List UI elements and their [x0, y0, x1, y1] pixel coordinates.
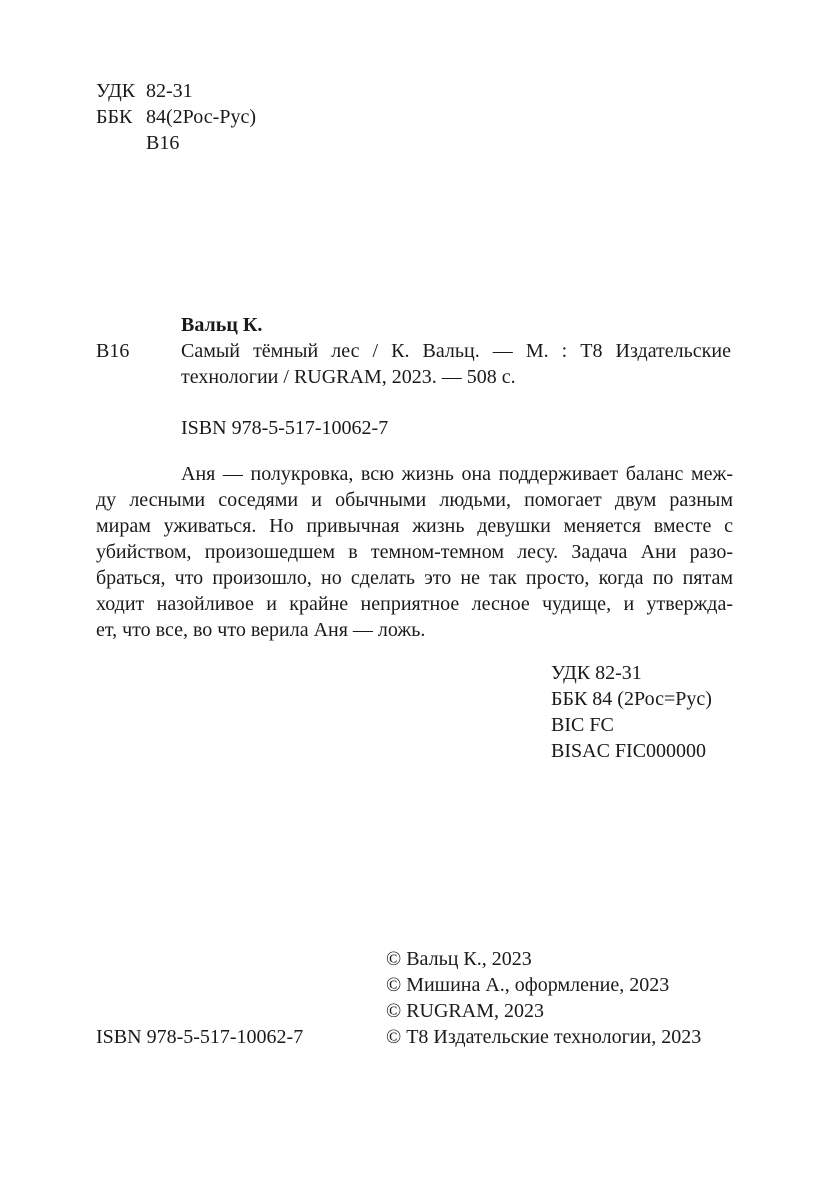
isbn-bottom: ISBN 978-5-517-10062-7 — [96, 1026, 304, 1048]
copyright-line: © Вальц К., 2023 — [386, 948, 532, 970]
bbk-value: 84(2Рос-Рус) — [146, 106, 256, 128]
annotation-line: ду лесными соседями и обычными людьми, помогает двум разным — [96, 489, 733, 511]
annotation-line: убийством, произошедшем в темном-темном лесу. Задача Ани разо- — [96, 541, 733, 563]
bbk-label: ББК — [96, 106, 133, 128]
copyright-block — [386, 946, 701, 1050]
annotation-line: ет, что все, во что верила Аня — ложь. — [96, 619, 426, 641]
copyright-line: © Т8 Издательские технологии, 2023 — [386, 1026, 702, 1048]
isbn-main: ISBN 978-5-517-10062-7 — [181, 417, 389, 439]
author-name: Вальц К. — [181, 314, 263, 336]
annotation-line: ходит назойливое и крайне неприятное лесное чудище, и утвержда- — [96, 593, 733, 615]
bic-code: BIC FC — [551, 714, 614, 736]
copyright-line: © RUGRAM, 2023 — [386, 1000, 544, 1022]
title-line-1: Самый тёмный лес / К. Вальц. — М. : Т8 Издательские — [181, 340, 731, 362]
annotation-line: браться, что произошло, но сделать это не так просто, когда по пятам — [96, 567, 733, 589]
annotation-line: мирам уживаться. Но привычная жизнь девушки меняется вместе с — [96, 515, 733, 537]
copyright-line: © Мишина А., оформление, 2023 — [386, 974, 670, 996]
bisac-code: BISAC FIC000000 — [551, 740, 707, 762]
bbk-row — [96, 104, 256, 130]
udk-value: 82-31 — [146, 80, 193, 102]
title-line-2: технологии / RUGRAM, 2023. — 508 с. — [181, 366, 516, 388]
udk-row — [96, 78, 193, 104]
classification-codes — [551, 660, 712, 764]
udk-code: УДК 82-31 — [551, 662, 642, 684]
author-mark-top: В16 — [146, 132, 180, 154]
annotation-paragraph — [96, 461, 733, 643]
udk-label: УДК — [96, 80, 136, 102]
bibliographic-title — [181, 338, 731, 390]
author-mark: В16 — [96, 340, 130, 362]
author-mark-row — [96, 130, 179, 156]
bbk-code: ББК 84 (2Рос=Рус) — [551, 688, 712, 710]
annotation-line: Аня — полукровка, всю жизнь она поддерживает баланс меж- — [181, 463, 733, 485]
